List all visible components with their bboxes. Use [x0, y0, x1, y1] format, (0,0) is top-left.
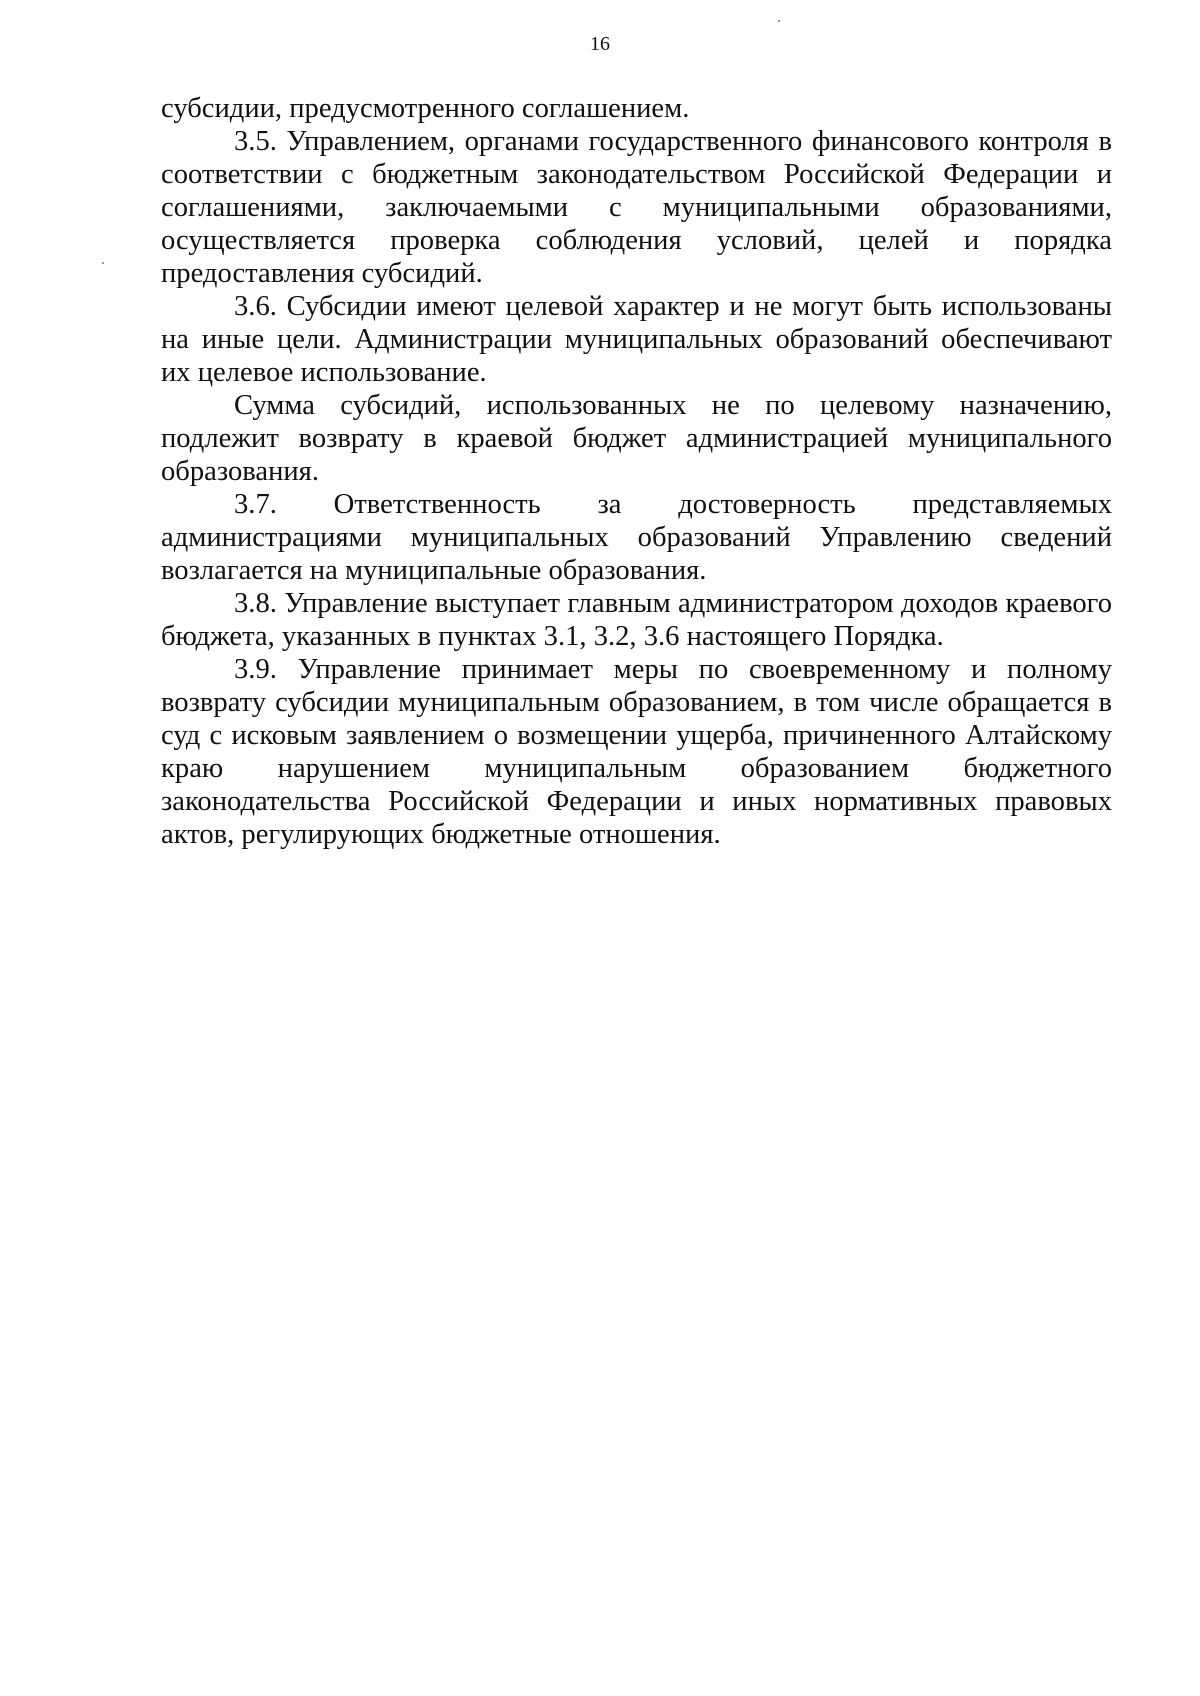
- scan-speck: [102, 262, 104, 264]
- paragraph-3-9: 3.9. Управление принимает меры по своевременному и полному возврату субсидии муниципальным образованием, в том числе обращается в суд с исковым заявлением о возмещении ущерба, причиненного Алтайскому краю нарушением муниципальным образованием бюджетного законодательства Российской Федерации и иных нормативных правовых актов, регулирующих бюджетные отношения.: [161, 654, 1112, 850]
- page-number: 16: [590, 33, 610, 55]
- document-body: [161, 92, 1112, 851]
- paragraph-3-7: 3.7. Ответственность за достоверность представляемых администрациями муниципальных образований Управлению сведений возлагается на муниципальные образования.: [161, 489, 1112, 586]
- paragraph-subsidy-continuation: субсидии, предусмотренного соглашением.: [161, 93, 690, 124]
- paragraph-3-5: 3.5. Управлением, органами государственного финансового контроля в соответствии с бюджетным законодательством Российской Федерации и соглашениями, заключаемыми с муниципальными образованиями, осуществляется проверка соблюдения условий, целей и порядка предоставления субсидий.: [161, 126, 1112, 289]
- paragraph-3-8: 3.8. Управление выступает главным администратором доходов краевого бюджета, указанных в пунктах 3.1, 3.2, 3.6 настоящего Порядка.: [161, 588, 1112, 652]
- paragraph-return-of-subsidies: Сумма субсидий, использованных не по целевому назначению, подлежит возврату в краевой бюджет администрацией муниципального образования.: [161, 390, 1112, 487]
- paragraph-3-6: 3.6. Субсидии имеют целевой характер и не могут быть использованы на иные цели. Администрации муниципальных образований обеспечивают их целевое использование.: [161, 291, 1112, 388]
- scan-speck: [778, 20, 780, 22]
